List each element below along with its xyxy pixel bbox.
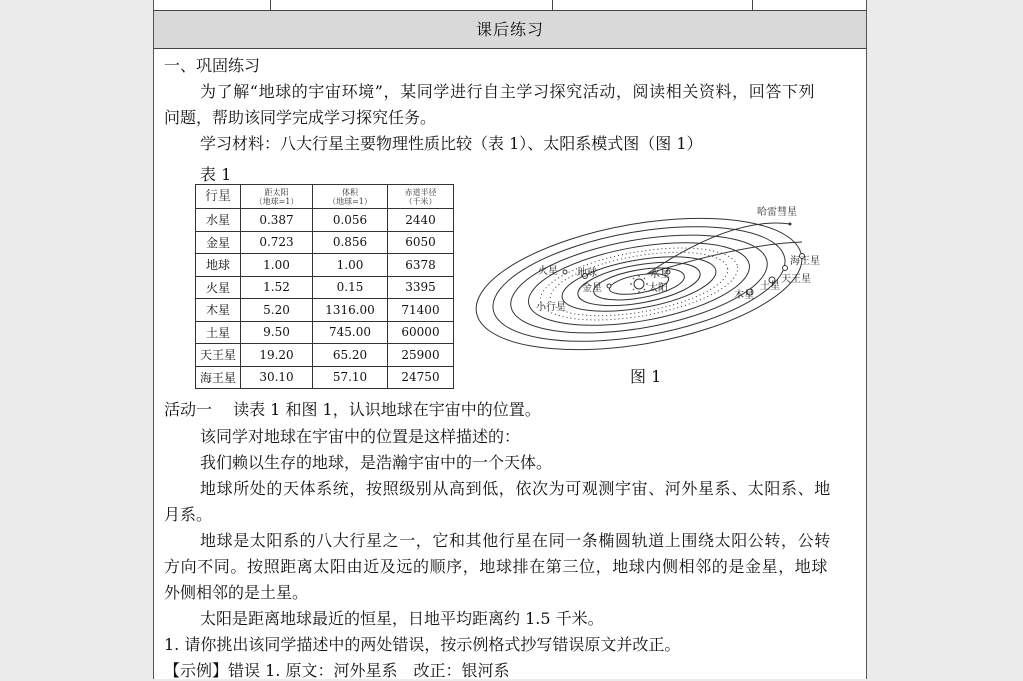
sun-icon bbox=[634, 279, 644, 289]
material-text: 学习材料：八大行星主要物理性质比较（表 1）、太阳系模式图（图 1） bbox=[200, 134, 703, 153]
intro-text-continued: 问题，帮助该同学完成学习探究任务。 bbox=[164, 108, 437, 127]
paragraph-continued: 月系。 bbox=[164, 505, 213, 524]
example-answer: 【示例】错误 1. 原文：河外星系 改正：银河系 bbox=[164, 661, 510, 680]
table-cell: 1.00 bbox=[241, 254, 313, 277]
table-row bbox=[196, 276, 454, 299]
table-cell: 木星 bbox=[196, 299, 241, 322]
table-header-cell: 距太阳 （地球=1） bbox=[241, 185, 313, 209]
table-cell: 天王星 bbox=[196, 344, 241, 367]
intro-text: 为了解“地球的宇宙环境”，某同学进行自主学习探究活动，阅读相关资料，回答下列 bbox=[200, 82, 816, 101]
label-sun: 太阳 bbox=[648, 283, 668, 294]
label-comet: 哈雷彗星 bbox=[757, 207, 797, 218]
paragraph: 地球所处的天体系统，按照级别从高到低，依次为可观测宇宙、河外星系、太阳系、地 bbox=[200, 479, 831, 498]
planet-properties-table bbox=[195, 184, 454, 389]
table-cell: 71400 bbox=[388, 299, 454, 322]
table-divider bbox=[552, 0, 553, 10]
table-divider bbox=[270, 0, 271, 10]
label-jupiter: 木星 bbox=[734, 290, 754, 301]
table-cell: 1.00 bbox=[313, 254, 388, 277]
solar-system-diagram bbox=[472, 196, 842, 388]
table-cell: 0.056 bbox=[313, 209, 388, 232]
table-cell: 0.723 bbox=[241, 231, 313, 254]
table-cell: 水星 bbox=[196, 209, 241, 232]
paragraph: 我们赖以生存的地球，是浩瀚宇宙中的一个天体。 bbox=[200, 453, 553, 472]
table-cell: 57.10 bbox=[313, 366, 388, 389]
table-divider bbox=[752, 0, 753, 10]
comet-orbit bbox=[647, 223, 790, 274]
table-cell: 9.50 bbox=[241, 321, 313, 344]
label-saturn: 土星 bbox=[760, 281, 780, 292]
table-cell: 19.20 bbox=[241, 344, 313, 367]
table-row bbox=[196, 344, 454, 367]
table-header-cell: 赤道半径 （千米） bbox=[388, 185, 454, 209]
label-neptune: 海王星 bbox=[790, 256, 820, 267]
table-row bbox=[196, 321, 454, 344]
comet-icon bbox=[789, 223, 792, 226]
table-header-row bbox=[196, 185, 454, 209]
table-caption: 表 1 bbox=[200, 165, 232, 184]
label-earth: 地球 bbox=[577, 268, 597, 279]
table-cell: 0.387 bbox=[241, 209, 313, 232]
table-cell: 金星 bbox=[196, 231, 241, 254]
paragraph: 地球是太阳系的八大行星之一，它和其他行星在同一条椭圆轨道上围绕太阳公转，公转 bbox=[200, 531, 831, 550]
table-row bbox=[196, 299, 454, 322]
description-intro: 该同学对地球在宇宙中的位置是这样描述的： bbox=[200, 427, 521, 446]
section-title: 课后练习 bbox=[154, 11, 866, 49]
table-cell: 地球 bbox=[196, 254, 241, 277]
table-cell: 0.15 bbox=[313, 276, 388, 299]
table-cell: 1.52 bbox=[241, 276, 313, 299]
paragraph: 太阳是距离地球最近的恒星，日地平均距离约 1.5 千米。 bbox=[200, 609, 604, 628]
label-mars: 火星 bbox=[538, 266, 558, 277]
table-row bbox=[196, 366, 454, 389]
table-row bbox=[196, 209, 454, 232]
activity-title: 活动一 读表 1 和图 1，认识地球在宇宙中的位置。 bbox=[164, 400, 541, 419]
table-header-cell: 行星 bbox=[196, 185, 241, 209]
table-cell: 745.00 bbox=[313, 321, 388, 344]
table-cell: 海王星 bbox=[196, 366, 241, 389]
label-mercury: 水星 bbox=[650, 269, 670, 280]
exercise-heading: 一、巩固练习 bbox=[164, 56, 261, 75]
table-cell: 6378 bbox=[388, 254, 454, 277]
table-cell: 0.856 bbox=[313, 231, 388, 254]
question-1: 1. 请你挑出该同学描述中的两处错误，按示例格式抄写错误原文并改正。 bbox=[164, 635, 681, 654]
previous-table-row bbox=[154, 0, 866, 11]
paragraph-continued: 外侧相邻的是土星。 bbox=[164, 583, 309, 602]
table-cell: 3395 bbox=[388, 276, 454, 299]
label-venus: 金星 bbox=[582, 283, 602, 294]
table-cell: 24750 bbox=[388, 366, 454, 389]
worksheet-page bbox=[153, 0, 867, 679]
paragraph-continued: 方向不同。按照距离太阳由近及远的顺序，地球排在第三位，地球内侧相邻的是金星，地球 bbox=[164, 557, 829, 576]
table-row bbox=[196, 254, 454, 277]
table-cell: 火星 bbox=[196, 276, 241, 299]
table-cell: 2440 bbox=[388, 209, 454, 232]
table-cell: 65.20 bbox=[313, 344, 388, 367]
table-row bbox=[196, 231, 454, 254]
label-asteroids: 小行星 bbox=[536, 302, 566, 313]
mars-icon bbox=[563, 270, 567, 274]
table-cell: 1316.00 bbox=[313, 299, 388, 322]
table-cell: 25900 bbox=[388, 344, 454, 367]
uranus-icon bbox=[783, 266, 788, 271]
figure-caption: 图 1 bbox=[630, 367, 662, 386]
table-cell: 60000 bbox=[388, 321, 454, 344]
table-cell: 土星 bbox=[196, 321, 241, 344]
label-uranus: 天王星 bbox=[781, 274, 811, 285]
table-cell: 5.20 bbox=[241, 299, 313, 322]
venus-icon bbox=[607, 284, 611, 288]
table-cell: 6050 bbox=[388, 231, 454, 254]
table-header-cell: 体积 （地球=1） bbox=[313, 185, 388, 209]
table-cell: 30.10 bbox=[241, 366, 313, 389]
